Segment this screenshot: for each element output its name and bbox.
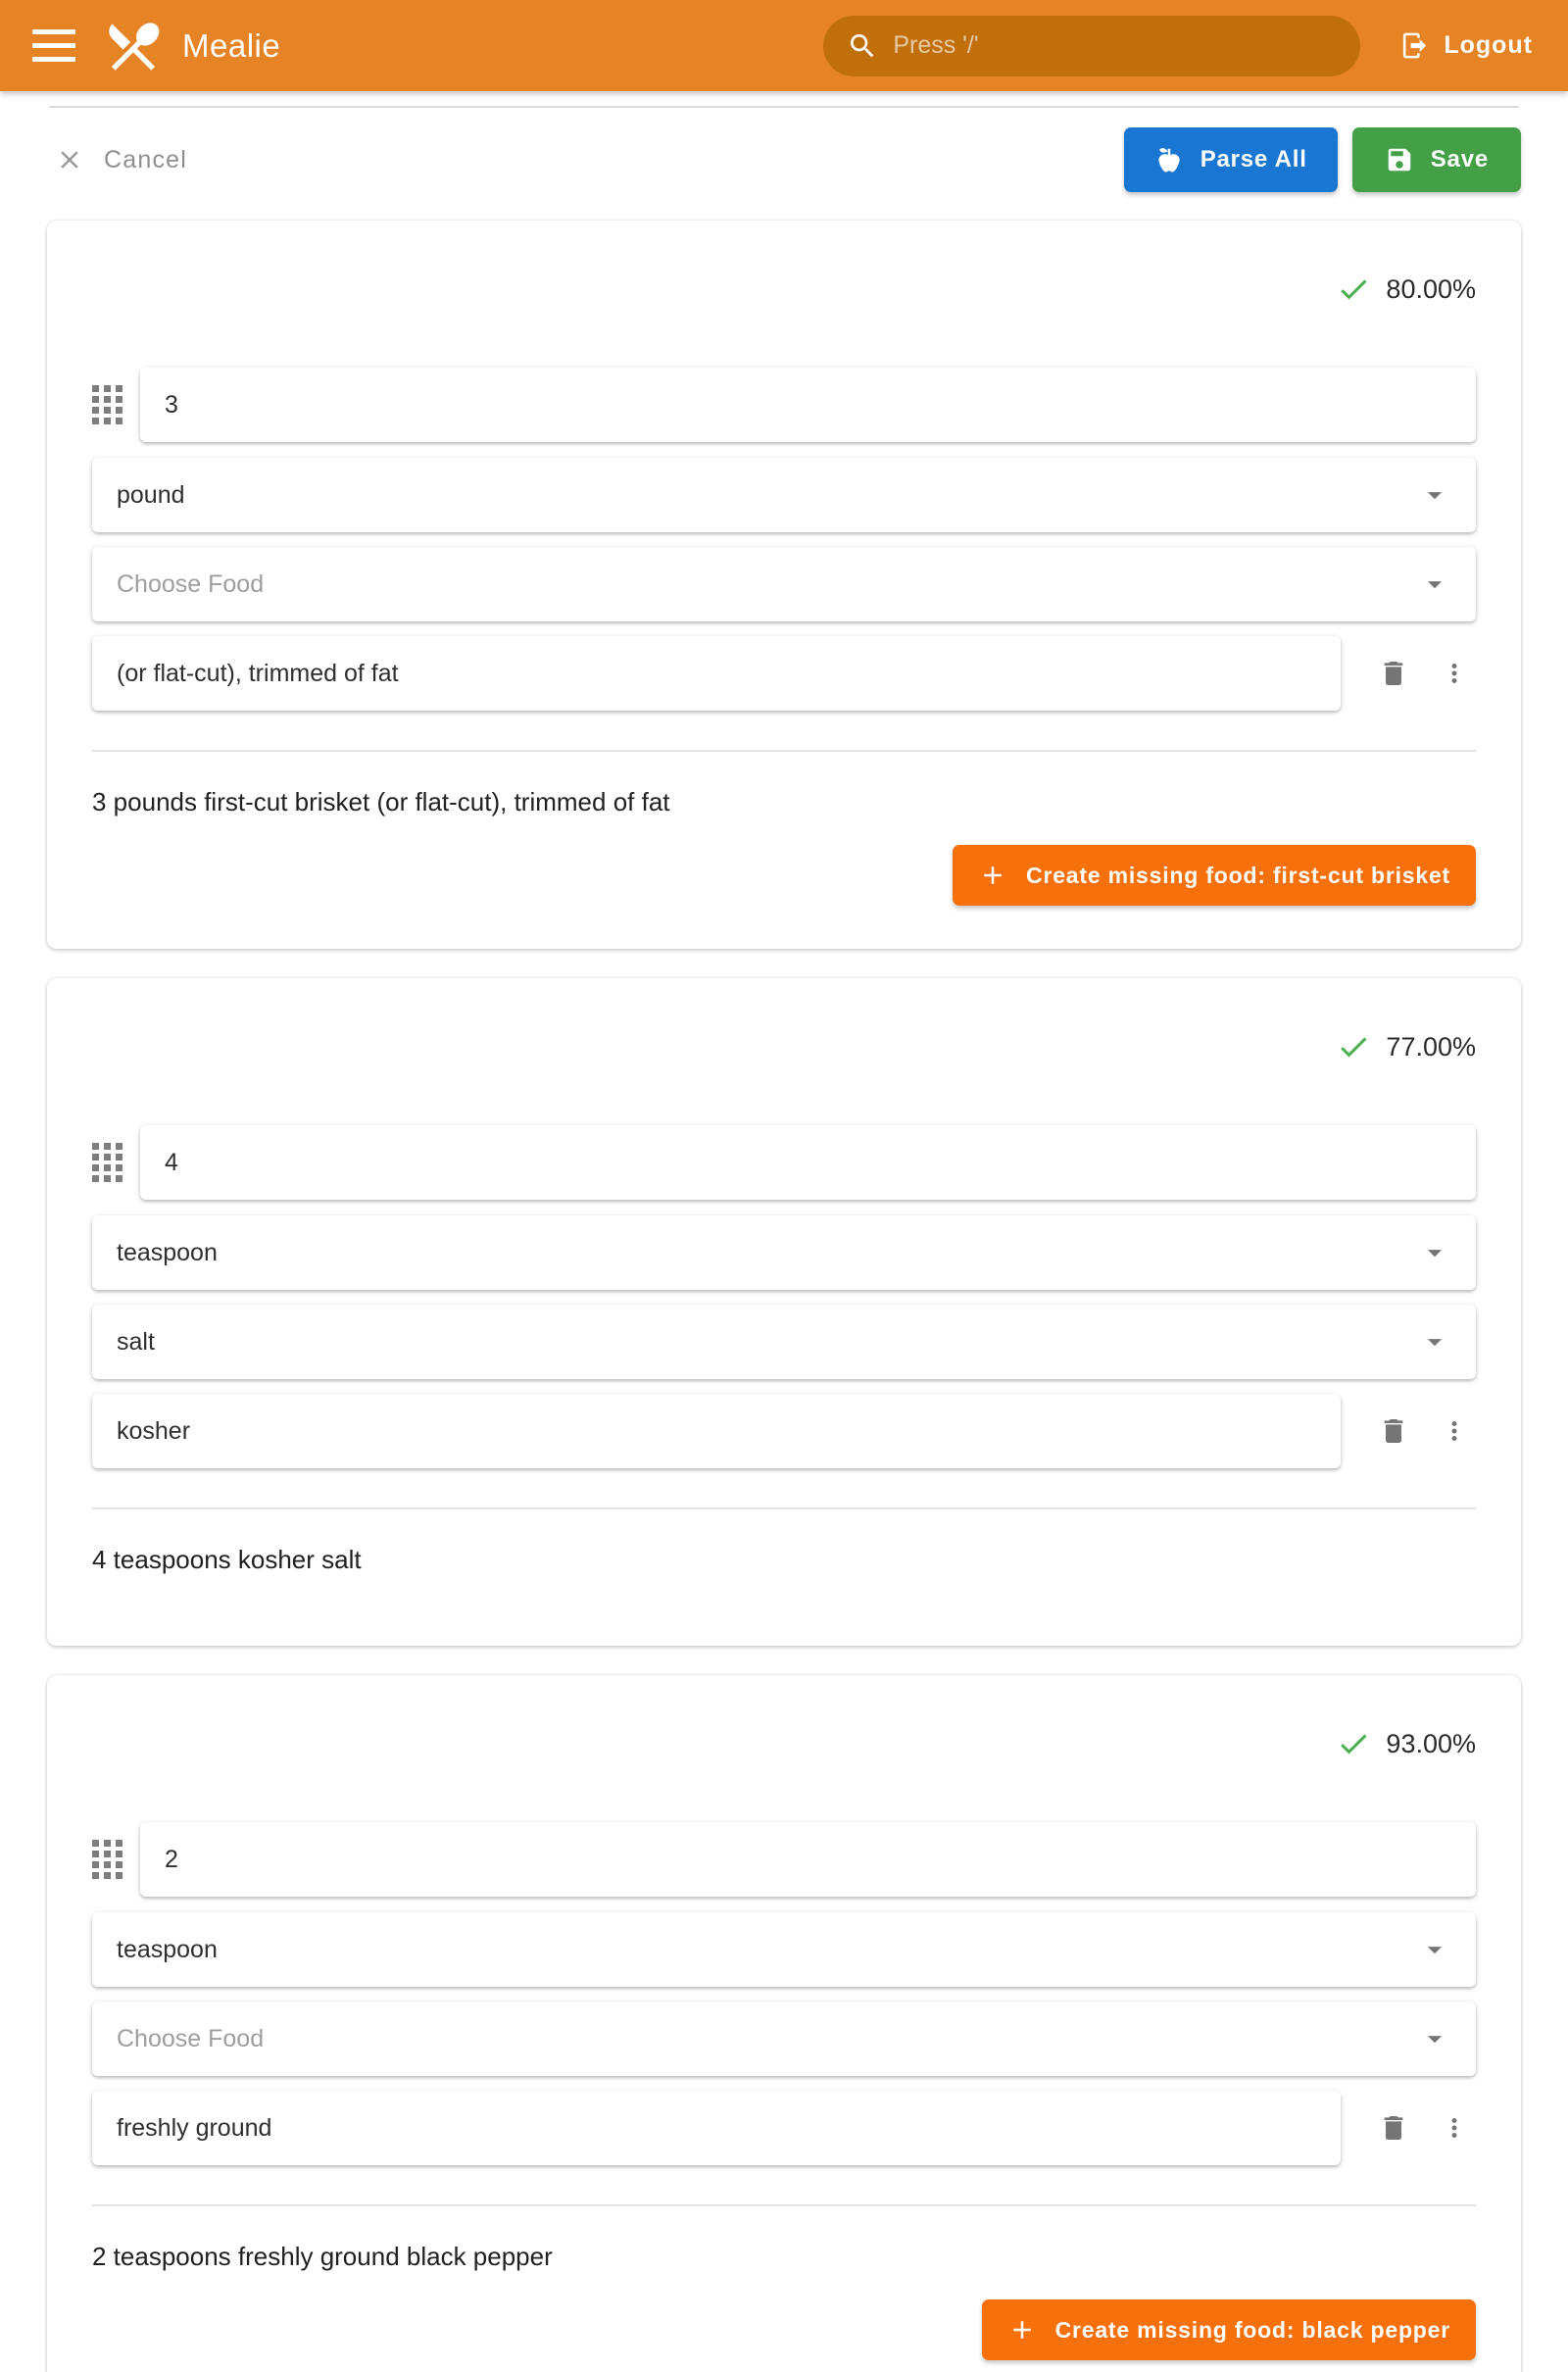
ingredient-card: [47, 1675, 1521, 2372]
note-field: [92, 2091, 1341, 2165]
chevron-down-icon: [1418, 1325, 1451, 1359]
parse-all-label: Parse All: [1200, 146, 1307, 173]
quantity-field: [140, 1125, 1476, 1200]
delete-button[interactable]: [1368, 1406, 1419, 1457]
create-missing-food-label: Create missing food: first-cut brisket: [1026, 862, 1450, 888]
drag-handle-icon[interactable]: [92, 385, 122, 424]
quantity-input[interactable]: [165, 391, 1451, 420]
create-missing-food-label: Create missing food: black pepper: [1054, 2316, 1450, 2343]
unit-value: pound: [117, 480, 185, 509]
check-icon: [1336, 1029, 1371, 1064]
check-icon: [1336, 1726, 1371, 1761]
drag-handle-icon[interactable]: [92, 1840, 122, 1879]
divider: [92, 750, 1476, 752]
confidence-row: [92, 1029, 1476, 1064]
note-input[interactable]: [117, 2114, 1316, 2143]
confidence-value: 93.00%: [1386, 1728, 1476, 1758]
note-input[interactable]: [117, 1417, 1316, 1446]
food-value: salt: [117, 1327, 155, 1356]
trash-icon: [1378, 2112, 1409, 2144]
food-select[interactable]: [92, 547, 1476, 621]
original-ingredient-text: 3 pounds first-cut brisket (or flat-cut), trimmed of fat: [92, 787, 670, 816]
search-bar[interactable]: [823, 16, 1360, 76]
ingredient-card: [47, 221, 1521, 949]
dots-vertical-icon: [1440, 2113, 1469, 2143]
parse-all-button[interactable]: [1124, 127, 1338, 192]
cancel-label: Cancel: [104, 145, 188, 173]
chevron-down-icon: [1418, 1236, 1451, 1269]
logout-icon: [1399, 30, 1430, 61]
app-title: Mealie: [182, 26, 281, 64]
confidence-row: [92, 272, 1476, 307]
silverware-icon: [102, 15, 165, 77]
quantity-field: [140, 1822, 1476, 1897]
create-missing-food-button[interactable]: [953, 845, 1476, 906]
plus-icon: [1007, 2315, 1037, 2345]
plus-icon: [978, 861, 1007, 890]
dots-vertical-icon: [1440, 1416, 1469, 1446]
more-options-button[interactable]: [1433, 648, 1476, 699]
menu-icon[interactable]: [27, 20, 80, 73]
chevron-down-icon: [1418, 568, 1451, 601]
food-select[interactable]: [92, 2001, 1476, 2076]
original-ingredient-text: 2 teaspoons freshly ground black pepper: [92, 2242, 553, 2271]
close-icon: [55, 145, 84, 174]
create-missing-food-button[interactable]: [982, 2299, 1476, 2360]
more-options-button[interactable]: [1433, 1406, 1476, 1457]
check-icon: [1336, 272, 1371, 307]
note-field: [92, 1394, 1341, 1468]
unit-value: teaspoon: [117, 1935, 218, 1963]
trash-icon: [1378, 1415, 1409, 1447]
logout-button[interactable]: [1392, 30, 1541, 61]
ingredient-list: [47, 221, 1521, 2372]
confidence-row: [92, 1726, 1476, 1761]
food-placeholder: Choose Food: [117, 2024, 265, 2052]
unit-select[interactable]: [92, 1215, 1476, 1290]
app-bar: [0, 0, 1568, 91]
ingredient-card: [47, 978, 1521, 1646]
search-input[interactable]: [893, 31, 1337, 60]
cancel-button[interactable]: [55, 145, 187, 174]
chevron-down-icon: [1418, 478, 1451, 512]
divider: [92, 1507, 1476, 1509]
unit-select[interactable]: [92, 458, 1476, 532]
save-button[interactable]: [1352, 127, 1521, 192]
delete-button[interactable]: [1368, 2102, 1419, 2153]
apple-icon: [1154, 145, 1184, 174]
food-placeholder: Choose Food: [117, 569, 265, 598]
note-input[interactable]: [117, 660, 1316, 688]
toolbar: [55, 127, 1521, 192]
logout-label: Logout: [1444, 31, 1533, 59]
confidence-value: 80.00%: [1386, 273, 1476, 304]
original-ingredient-text: 4 teaspoons kosher salt: [92, 1545, 362, 1574]
unit-select[interactable]: [92, 1912, 1476, 1987]
quantity-input[interactable]: [165, 1846, 1451, 1874]
divider: [92, 2204, 1476, 2206]
header-divider: [49, 106, 1519, 108]
dots-vertical-icon: [1440, 659, 1469, 688]
chevron-down-icon: [1418, 1933, 1451, 1966]
unit-value: teaspoon: [117, 1238, 218, 1266]
food-select[interactable]: [92, 1305, 1476, 1379]
chevron-down-icon: [1418, 2022, 1451, 2055]
quantity-input[interactable]: [165, 1149, 1451, 1177]
search-icon: [847, 30, 878, 62]
note-field: [92, 636, 1341, 711]
confidence-value: 77.00%: [1386, 1031, 1476, 1062]
save-icon: [1385, 145, 1414, 174]
quantity-field: [140, 368, 1476, 442]
drag-handle-icon[interactable]: [92, 1143, 122, 1182]
trash-icon: [1378, 658, 1409, 689]
delete-button[interactable]: [1368, 648, 1419, 699]
more-options-button[interactable]: [1433, 2102, 1476, 2153]
app-logo[interactable]: [102, 15, 165, 77]
save-label: Save: [1430, 146, 1489, 173]
